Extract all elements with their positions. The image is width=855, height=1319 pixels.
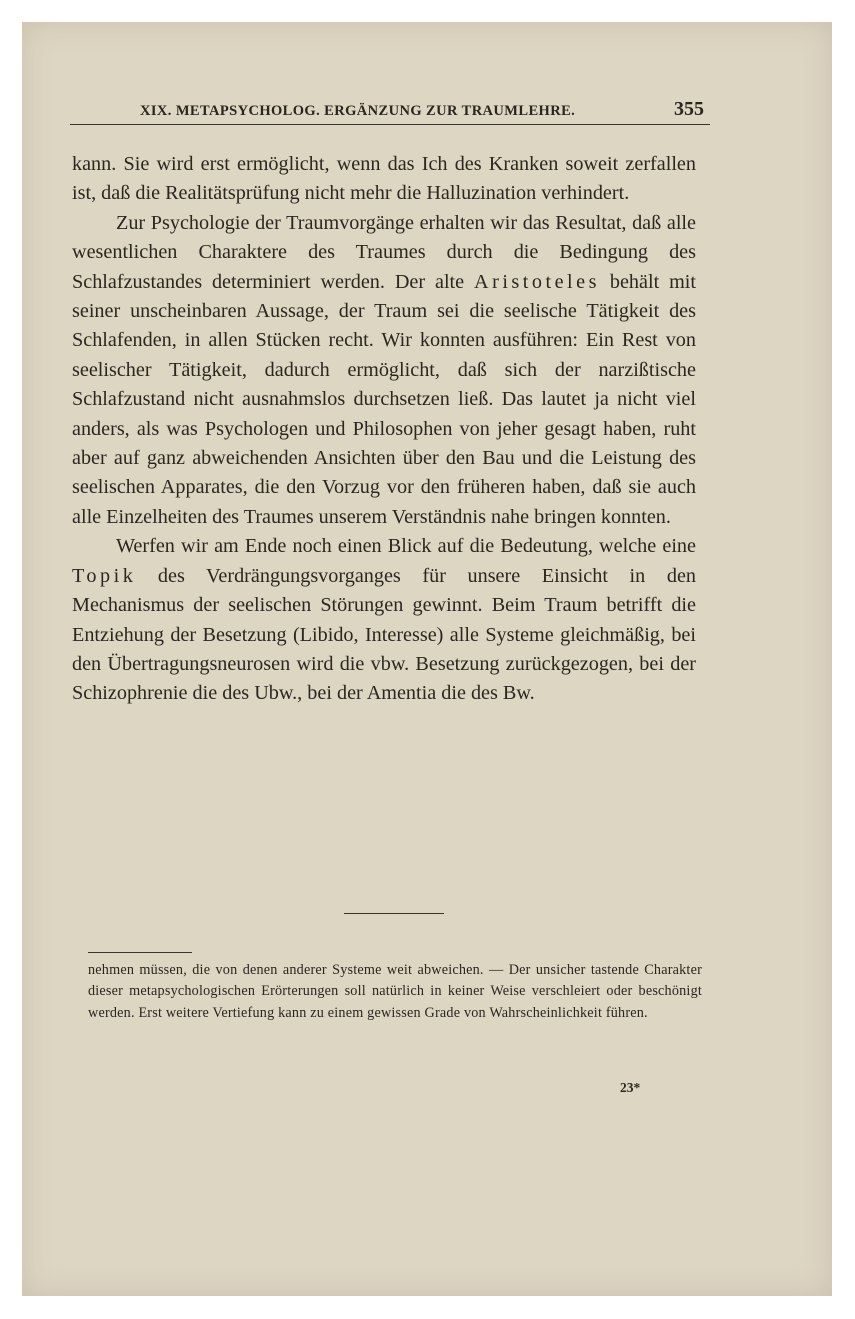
footnote-rule	[88, 952, 192, 953]
paragraph-3	[72, 532, 696, 708]
paragraph-1: kann. Sie wird erst ermöglicht, wenn das Ich des Kranken soweit zerfallen ist, daß die Realitätsprüfung nicht mehr die Halluzination verhindert.	[72, 153, 696, 205]
paragraph-2	[72, 209, 696, 532]
paragraph-2-part-1: Zur Psychologie der Traumvorgänge erhalten wir das Resultat, daß alle wesentlichen Charaktere des Traumes durch die Bedingung des Schlafzustandes determiniert werden. Der alte	[72, 211, 696, 293]
footnote	[88, 960, 702, 1024]
footnote-text: nehmen müssen, die von denen anderer Systeme weit abweichen. — Der unsicher tastende Charakter dieser metapsychologischen Erörterungen soll natürlich in keiner Weise verschleiert oder beschönigt werden. Erst weitere Vertiefung kann zu einem gewissen Grade von Wahrscheinlichkeit führen.	[88, 962, 702, 1021]
paragraph-2-part-2: behält mit seiner unscheinbaren Aussage, der Traum sei die seelische Tätigkeit des Schlafenden, in allen Stücken recht. Wir konnten ausführen: Ein Rest von seelischer Tätigkeit, dadurch ermöglicht, daß sich der narzißtische Schlafzustand nicht ausnahmslos durchsetzen ließ. Das lautet ja nicht viel anders, als was Psychologen und Philosophen von jeher gesagt haben, ruht aber auf ganz abweichenden Ansichten über den Bau und die Leistung des seelischen Apparates, die den Vorzug vor den früheren haben, daß sie auch alle Einzelheiten des Traumes unserem Verständnis nahe bringen konnten.	[72, 270, 697, 528]
section-end-rule	[344, 913, 444, 914]
printer-signature-mark: 23*	[620, 1080, 641, 1095]
running-header	[70, 94, 710, 125]
paragraph-3-part-1: Werfen wir am Ende noch einen Blick auf die Bedeutung, welche eine	[116, 535, 696, 558]
book-page	[22, 22, 832, 1296]
paragraph-3-part-2: des Verdrängungsvorganges für unsere Einsicht in den Mechanismus der seelischen Störungen gewinnt. Beim Traum betrifft die Entziehung der Besetzung (Libido, Interesse) alle Systeme gleichmäßig, bei den Übertragungsneurosen wird die vbw. Besetzung zurückgezogen, bei der Schizophrenie die des Ubw., bei der Amentia die des Bw.	[72, 564, 696, 705]
emphasis-topik: Topik	[72, 564, 137, 587]
page-number: 355	[674, 98, 704, 120]
body-text	[72, 150, 696, 709]
emphasis-aristoteles: Aristoteles	[474, 270, 600, 293]
header-title: XIX. METAPSYCHOLOG. ERGÄNZUNG ZUR TRAUMLEHRE.	[140, 103, 576, 119]
